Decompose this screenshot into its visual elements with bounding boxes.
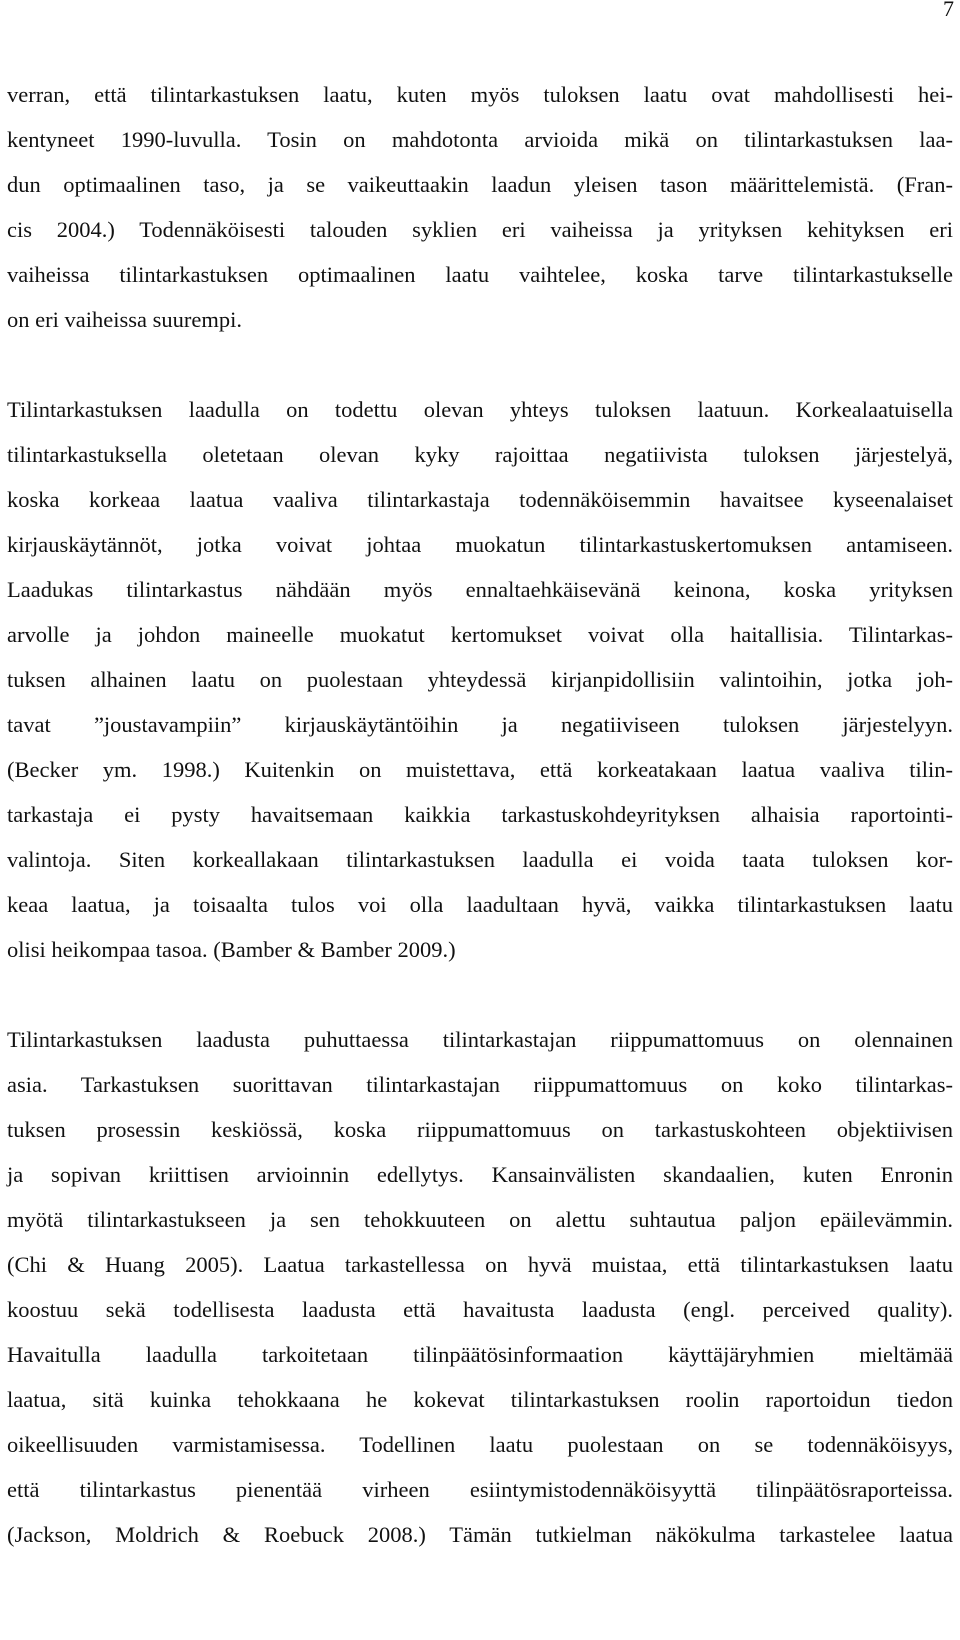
- text-line: tuksen alhainen laatu on puolestaan yhteydessä kirjanpidollisiin valintoihin, jotka joh-: [7, 667, 953, 692]
- paragraph-gap: [7, 342, 953, 387]
- text-line: Tilintarkastuksen laadusta puhuttaessa tilintarkastajan riippumattomuus on olennainen: [7, 1027, 953, 1052]
- text-line: cis 2004.) Todennäköisesti talouden syklien eri vaiheissa ja yrityksen kehityksen eri: [7, 217, 953, 242]
- text-line: on eri vaiheissa suurempi.: [7, 307, 242, 332]
- text-line: keaa laatua, ja toisaalta tulos voi olla laadultaan hyvä, vaikka tilintarkastuksen laatu: [7, 892, 953, 917]
- text-line: (Becker ym. 1998.) Kuitenkin on muistettava, että korkeatakaan laatua vaaliva tilin-: [7, 757, 953, 782]
- text-line: että tilintarkastus pienentää virheen esiintymistodennäköisyyttä tilinpäätösraporteissa.: [7, 1477, 953, 1502]
- paragraph-3: [7, 1017, 953, 1557]
- text-line: Tilintarkastuksen laadulla on todettu olevan yhteys tuloksen laatuun. Korkealaatuisella: [7, 397, 953, 422]
- text-line: dun optimaalinen taso, ja se vaikeuttaakin laadun yleisen tason määrittelemistä. (Fran-: [7, 172, 953, 197]
- text-line: kirjauskäytännöt, jotka voivat johtaa muokatun tilintarkastuskertomuksen antamiseen.: [7, 532, 953, 557]
- text-line: tavat ”joustavampiin” kirjauskäytäntöihin ja negatiiviseen tuloksen järjestelyyn.: [7, 712, 953, 737]
- text-line: oikeellisuuden varmistamisessa. Todellinen laatu puolestaan on se todennäköisyys,: [7, 1432, 953, 1457]
- text-line: kentyneet 1990-luvulla. Tosin on mahdotonta arvioida mikä on tilintarkastuksen laa-: [7, 127, 953, 152]
- text-line: verran, että tilintarkastuksen laatu, kuten myös tuloksen laatu ovat mahdollisesti hei-: [7, 82, 953, 107]
- text-line: (Jackson, Moldrich & Roebuck 2008.) Tämän tutkielman näkökulma tarkastelee laatua: [7, 1522, 953, 1547]
- text-line: tilintarkastuksella oletetaan olevan kyky rajoittaa negatiivista tuloksen järjestelyä,: [7, 442, 953, 467]
- document-body: [7, 72, 953, 1557]
- paragraph-2: [7, 387, 953, 972]
- paragraph-gap: [7, 972, 953, 1017]
- page-number: 7: [943, 0, 954, 21]
- text-line: ja sopivan kriittisen arvioinnin edellytys. Kansainvälisten skandaalien, kuten Enronin: [7, 1162, 953, 1187]
- text-line: myötä tilintarkastukseen ja sen tehokkuuteen on alettu suhtautua paljon epäilevämmin.: [7, 1207, 953, 1232]
- text-line: Havaitulla laadulla tarkoitetaan tilinpäätösinformaation käyttäjäryhmien mieltämää: [7, 1342, 953, 1367]
- text-line: Laadukas tilintarkastus nähdään myös ennaltaehkäisevänä keinona, koska yrityksen: [7, 577, 953, 602]
- text-line: arvolle ja johdon maineelle muokatut kertomukset voivat olla haitallisia. Tilintarkas-: [7, 622, 953, 647]
- text-line: koska korkeaa laatua vaaliva tilintarkastaja todennäköisemmin havaitsee kyseenalaiset: [7, 487, 953, 512]
- text-line: vaiheissa tilintarkastuksen optimaalinen laatu vaihtelee, koska tarve tilintarkastukselle: [7, 262, 953, 287]
- text-line: (Chi & Huang 2005). Laatua tarkastellessa on hyvä muistaa, että tilintarkastuksen laatu: [7, 1252, 953, 1277]
- text-line: tuksen prosessin keskiössä, koska riippumattomuus on tarkastuskohteen objektiivisen: [7, 1117, 953, 1142]
- paragraph-1: [7, 72, 953, 342]
- text-line: olisi heikompaa tasoa. (Bamber & Bamber 2009.): [7, 937, 456, 962]
- text-line: tarkastaja ei pysty havaitsemaan kaikkia tarkastuskohdeyrityksen alhaisia raportointi-: [7, 802, 953, 827]
- text-line: laatua, sitä kuinka tehokkaana he kokevat tilintarkastuksen roolin raportoidun tiedon: [7, 1387, 953, 1412]
- text-line: asia. Tarkastuksen suorittavan tilintarkastajan riippumattomuus on koko tilintarkas-: [7, 1072, 953, 1097]
- text-line: koostuu sekä todellisesta laadusta että havaitusta laadusta (engl. perceived quality).: [7, 1297, 953, 1322]
- text-line: valintoja. Siten korkeallakaan tilintarkastuksen laadulla ei voida taata tuloksen kor-: [7, 847, 953, 872]
